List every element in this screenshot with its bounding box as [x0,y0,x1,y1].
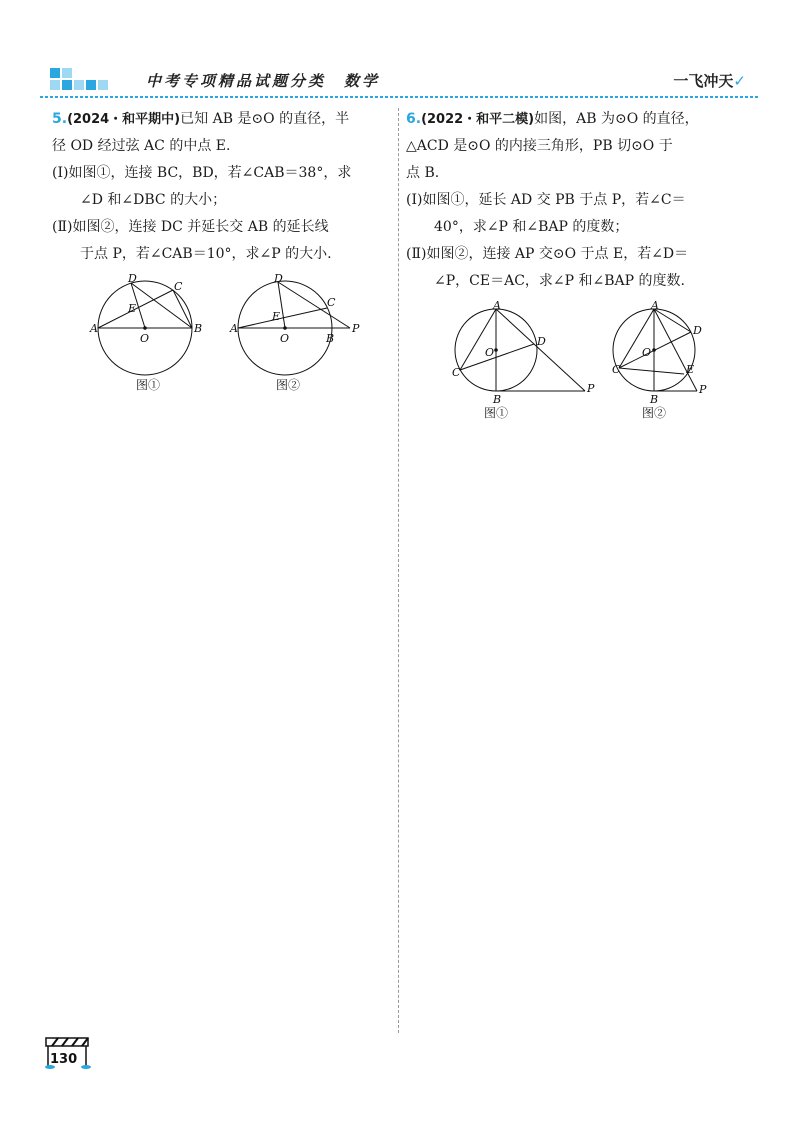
label-A: A [90,322,98,335]
label-E: E [272,310,281,323]
label-B: B [650,393,659,405]
label-O: O [485,346,495,359]
page-header [40,58,760,98]
q5-figure-2-caption: 图② [275,378,300,392]
q6-figure-2-caption: 图② [641,406,666,420]
page-number: 130 [50,1052,78,1067]
part-1: (Ⅰ)如图①，延长 AD 交 PB 于点 P，若∠C＝ [406,192,686,208]
question-source: (2022・和平二模) [421,112,535,127]
column-divider [398,108,399,1033]
label-B: B [493,393,502,405]
question-number: 6. [406,111,422,127]
question-6 [406,106,751,295]
question-number: 5. [52,111,68,127]
label-A: A [651,300,659,312]
label-C: C [174,280,183,293]
part-2: (Ⅱ)如图②，连接 DC 并延长交 AB 的延长线 [52,219,329,235]
label-O: O [140,332,150,345]
label-C: C [612,363,621,376]
label-A: A [230,322,238,335]
question-stem: 如图，AB 为⊙O 的直径， [534,111,699,127]
label-D: D [537,335,546,348]
part-1-cont: 40°，求∠P 和∠BAP 的度数； [434,219,629,235]
q6-figure-1-caption: 图① [483,406,508,420]
question-source: (2024・和平期中) [67,112,181,127]
q6-figure-2 [612,300,712,405]
part-2-cont: 于点 P，若∠CAB＝10°，求∠P 的大小. [80,246,332,262]
label-C: C [452,366,461,379]
header-title: 中考专项精品试题分类 数学 [146,72,381,90]
header-brand: 一飞冲天✓ [673,72,746,90]
label-O: O [642,346,652,359]
label-P: P [587,382,595,395]
label-D: D [693,324,702,337]
q5-figure-2 [228,272,368,382]
label-A: A [493,300,501,312]
label-C: C [327,296,336,309]
part-1-cont: ∠D 和∠DBC 的大小； [80,192,227,208]
q5-figure-1 [88,272,218,382]
part-1: (Ⅰ)如图①，连接 BC，BD，若∠CAB＝38°，求 [52,165,352,181]
label-D: D [128,272,137,285]
part-2: (Ⅱ)如图②，连接 AP 交⊙O 于点 E，若∠D＝ [406,246,689,262]
label-P: P [699,383,707,396]
question-stem-cont: △ACD 是⊙O 的内接三角形，PB 切⊙O 于 [406,138,673,154]
question-stem-cont: 径 OD 经过弦 AC 的中点 E. [52,138,231,154]
label-D: D [274,272,283,285]
label-O: O [280,332,290,345]
header-rule [40,94,760,100]
question-stem: 已知 AB 是⊙O 的直径，半 [180,111,350,127]
header-squares-icon [50,66,120,92]
label-B: B [194,322,203,335]
label-B: B [326,332,335,345]
label-P: P [352,322,360,335]
question-5 [52,106,392,268]
label-E: E [128,302,137,315]
question-stem-cont2: 点 B. [406,165,440,181]
label-E: E [686,363,695,376]
q5-figure-1-caption: 图① [135,378,160,392]
q6-figure-1 [450,300,600,405]
part-2-cont: ∠P，CE＝AC，求∠P 和∠BAP 的度数. [434,273,685,289]
